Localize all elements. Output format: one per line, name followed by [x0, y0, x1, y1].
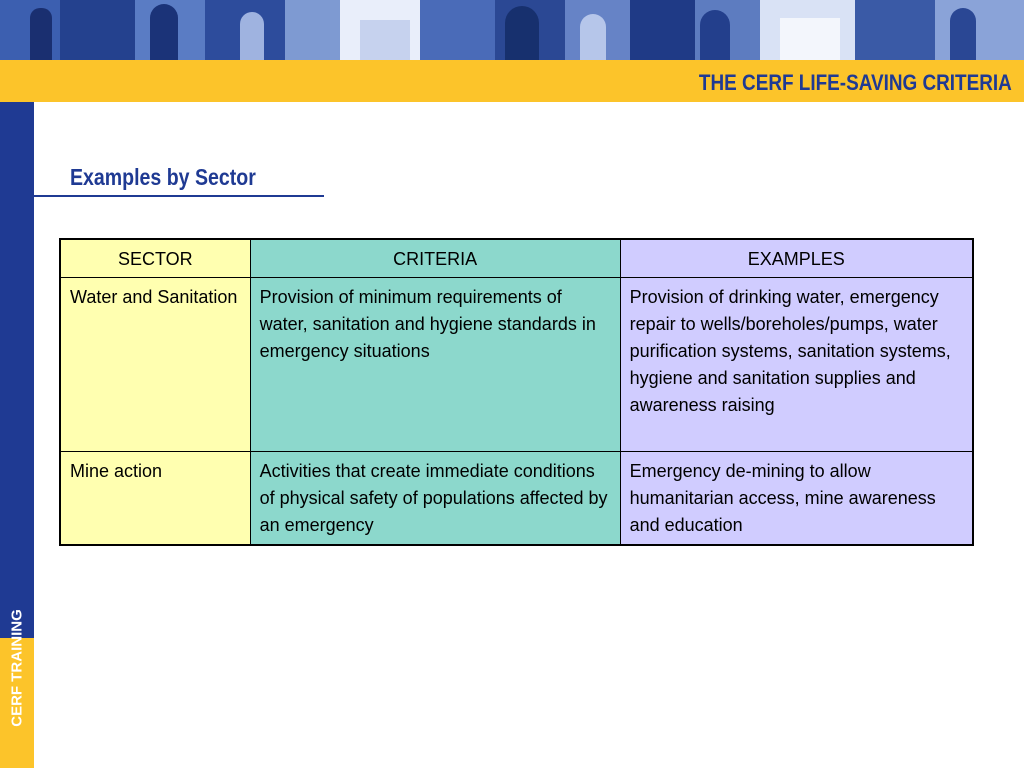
left-strip [0, 102, 34, 768]
photo-banner [0, 0, 1024, 60]
sector-cell: Water and Sanitation [60, 278, 250, 452]
table-row [60, 278, 973, 452]
slide-title: THE CERF LIFE-SAVING CRITERIA [699, 70, 1012, 95]
criteria-cell: Provision of minimum requirements of water, sanitation and hygiene standards in emergency situations [250, 278, 620, 452]
section-heading: Examples by Sector [70, 164, 256, 190]
header-sector: SECTOR [60, 239, 250, 278]
criteria-cell: Activities that create immediate conditions of physical safety of populations affected by an emergency [250, 452, 620, 546]
table-header-row [60, 239, 973, 278]
title-bar [0, 60, 1024, 102]
header-criteria: CRITERIA [250, 239, 620, 278]
header-examples: EXAMPLES [620, 239, 973, 278]
sector-table [59, 238, 974, 546]
examples-cell: Emergency de-mining to allow humanitarian access, mine awareness and education [620, 452, 973, 546]
left-strip-blue [0, 102, 34, 638]
examples-cell: Provision of drinking water, emergency repair to wells/boreholes/pumps, water purification systems, sanitation systems, hygiene and sanitation supplies and awareness raising [620, 278, 973, 452]
training-label: CERF TRAINING [8, 609, 26, 727]
sector-cell: Mine action [60, 452, 250, 546]
table-row [60, 452, 973, 546]
heading-underline [34, 195, 324, 197]
